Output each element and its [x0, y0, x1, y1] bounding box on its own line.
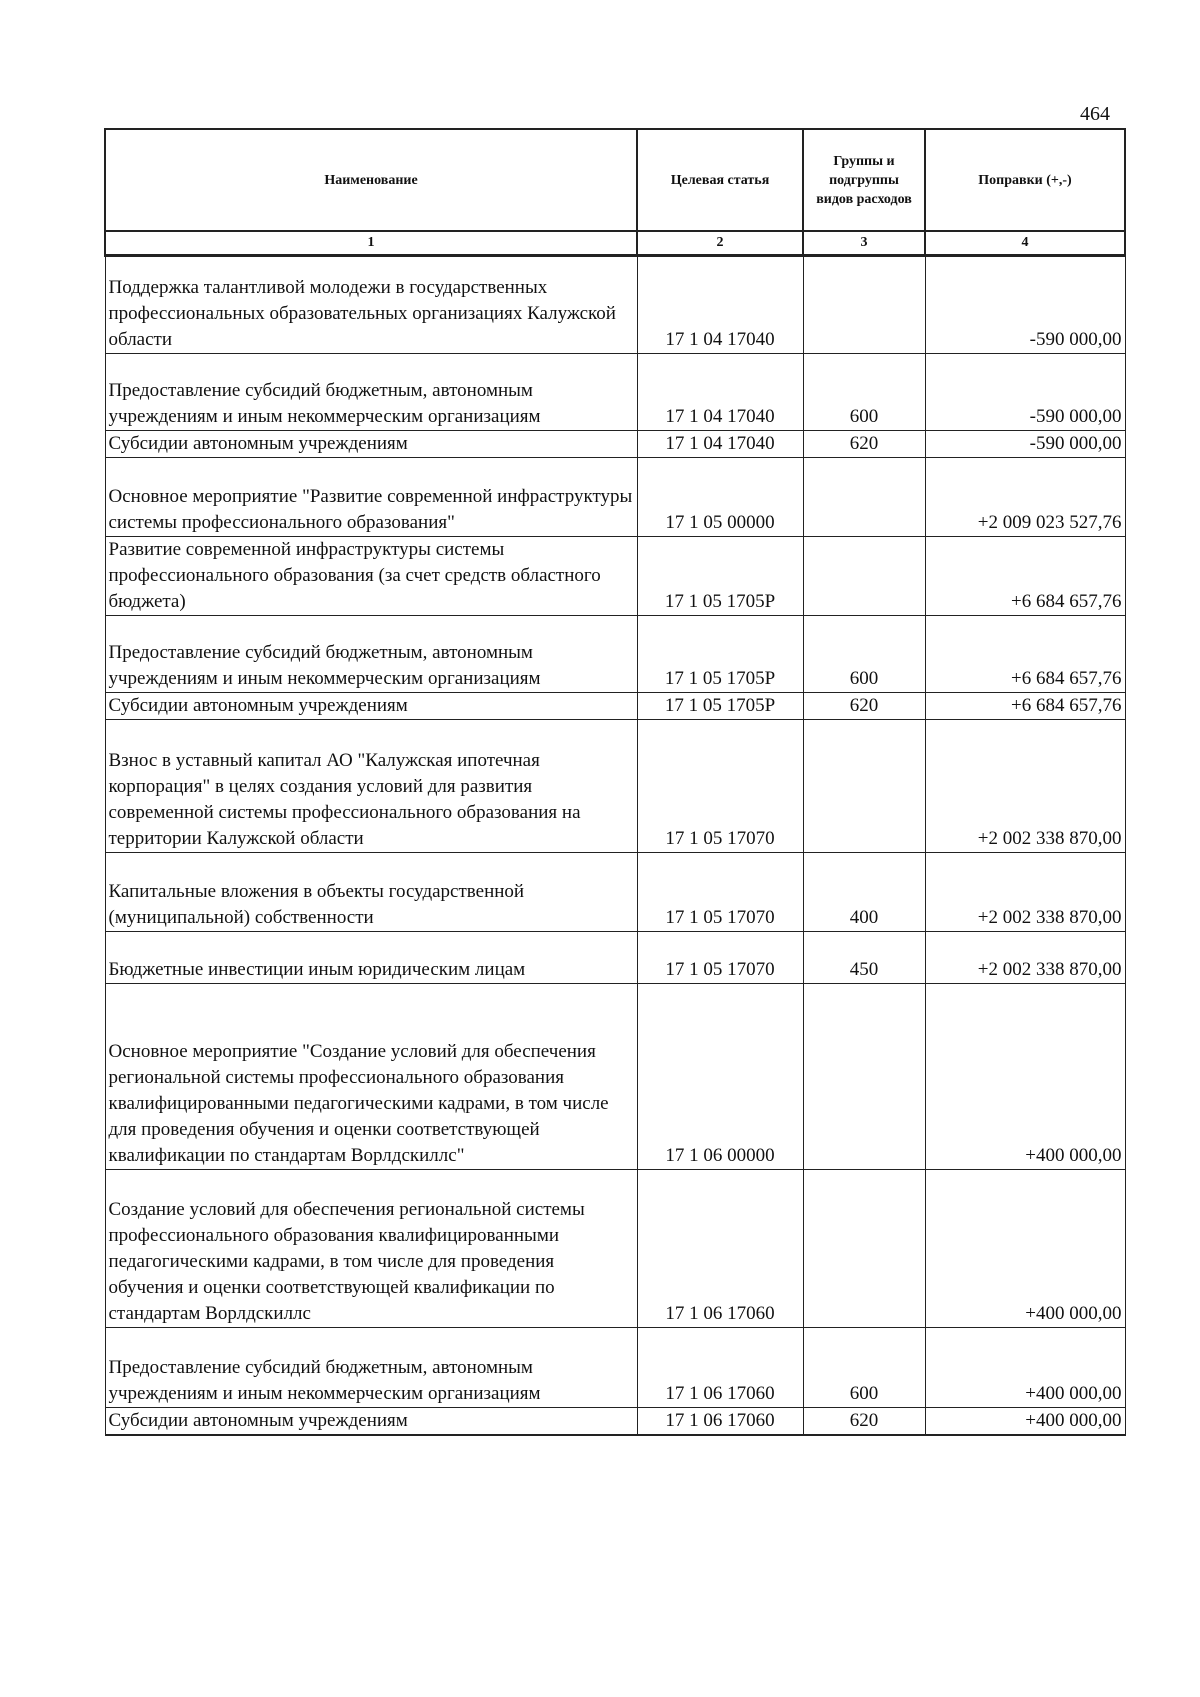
- table-row: [105, 431, 1125, 458]
- row-target-article: 17 1 05 17070: [637, 932, 803, 984]
- row-amount: -590 000,00: [925, 354, 1125, 431]
- row-name: Субсидии автономным учреждениям: [105, 693, 637, 720]
- row-name: Основное мероприятие "Создание условий для обеспечения региональной системы профессионального образования квалифицированными педагогическими кадрами, в том числе для проведения обучения и оценки соответствующей квалификации по стандартам Ворлдскиллс": [105, 984, 637, 1170]
- row-target-article: 17 1 06 17060: [637, 1170, 803, 1328]
- row-amount: +2 002 338 870,00: [925, 720, 1125, 853]
- row-expense-group: [803, 1170, 925, 1328]
- row-target-article: 17 1 04 17040: [637, 431, 803, 458]
- table-row: [105, 354, 1125, 431]
- row-amount: +6 684 657,76: [925, 616, 1125, 693]
- row-expense-group: 450: [803, 932, 925, 984]
- column-number-3: 3: [803, 231, 925, 256]
- header-expense-group: Группы и подгруппы видов расходов: [803, 129, 925, 231]
- row-expense-group: 620: [803, 1408, 925, 1436]
- row-target-article: 17 1 06 17060: [637, 1328, 803, 1408]
- row-name: Субсидии автономным учреждениям: [105, 1408, 637, 1436]
- row-name: Поддержка талантливой молодежи в государственных профессиональных образовательных организациях Калужской области: [105, 256, 637, 354]
- row-target-article: 17 1 05 17070: [637, 853, 803, 932]
- row-target-article: 17 1 05 1705P: [637, 616, 803, 693]
- row-amount: +2 002 338 870,00: [925, 932, 1125, 984]
- row-expense-group: 600: [803, 616, 925, 693]
- header-amendments: Поправки (+,-): [925, 129, 1125, 231]
- row-target-article: 17 1 05 1705P: [637, 693, 803, 720]
- row-name: Капитальные вложения в объекты государственной (муниципальной) собственности: [105, 853, 637, 932]
- row-amount: +400 000,00: [925, 1328, 1125, 1408]
- header-name: Наименование: [105, 129, 637, 231]
- row-target-article: 17 1 04 17040: [637, 354, 803, 431]
- table-row: [105, 537, 1125, 616]
- row-target-article: 17 1 06 00000: [637, 984, 803, 1170]
- row-expense-group: 600: [803, 1328, 925, 1408]
- row-amount: +6 684 657,76: [925, 537, 1125, 616]
- table-row: [105, 693, 1125, 720]
- row-name: Предоставление субсидий бюджетным, автономным учреждениям и иным некоммерческим организациям: [105, 354, 637, 431]
- table-row: [105, 1170, 1125, 1328]
- row-expense-group: [803, 720, 925, 853]
- row-name: Основное мероприятие "Развитие современной инфраструктуры системы профессионального образования": [105, 458, 637, 537]
- row-name: Взнос в уставный капитал АО "Калужская ипотечная корпорация" в целях создания условий для развития современной системы профессионального образования на территории Калужской области: [105, 720, 637, 853]
- row-amount: +400 000,00: [925, 1170, 1125, 1328]
- table-body: [105, 256, 1125, 1436]
- row-amount: +2 002 338 870,00: [925, 853, 1125, 932]
- row-expense-group: 620: [803, 693, 925, 720]
- column-number-4: 4: [925, 231, 1125, 256]
- row-name: Субсидии автономным учреждениям: [105, 431, 637, 458]
- table-row: [105, 984, 1125, 1170]
- row-amount: +6 684 657,76: [925, 693, 1125, 720]
- table-row: [105, 256, 1125, 354]
- row-target-article: 17 1 05 00000: [637, 458, 803, 537]
- row-amount: +400 000,00: [925, 984, 1125, 1170]
- row-expense-group: 400: [803, 853, 925, 932]
- row-amount: +2 009 023 527,76: [925, 458, 1125, 537]
- row-target-article: 17 1 06 17060: [637, 1408, 803, 1436]
- table-row: [105, 1328, 1125, 1408]
- row-amount: -590 000,00: [925, 431, 1125, 458]
- row-name: Предоставление субсидий бюджетным, автономным учреждениям и иным некоммерческим организациям: [105, 1328, 637, 1408]
- column-number-1: 1: [105, 231, 637, 256]
- row-expense-group: [803, 537, 925, 616]
- column-number-2: 2: [637, 231, 803, 256]
- table-row: [105, 1408, 1125, 1436]
- header-target-article: Целевая статья: [637, 129, 803, 231]
- row-amount: +400 000,00: [925, 1408, 1125, 1436]
- row-expense-group: 600: [803, 354, 925, 431]
- row-name: Развитие современной инфраструктуры системы профессионального образования (за счет средств областного бюджета): [105, 537, 637, 616]
- row-name: Предоставление субсидий бюджетным, автономным учреждениям и иным некоммерческим организациям: [105, 616, 637, 693]
- row-name: Бюджетные инвестиции иным юридическим лицам: [105, 932, 637, 984]
- budget-amendments-table: [104, 128, 1126, 1436]
- table-row: [105, 720, 1125, 853]
- row-expense-group: [803, 984, 925, 1170]
- table-row: [105, 932, 1125, 984]
- page-number: 464: [1080, 103, 1110, 125]
- table-row: [105, 616, 1125, 693]
- row-amount: -590 000,00: [925, 256, 1125, 354]
- row-expense-group: [803, 256, 925, 354]
- row-expense-group: [803, 458, 925, 537]
- table-row: [105, 458, 1125, 537]
- row-name: Создание условий для обеспечения региональной системы профессионального образования квалифицированными педагогическими кадрами, в том числе для проведения обучения и оценки соответствующей квалификации по стандартам Ворлдскиллс: [105, 1170, 637, 1328]
- row-target-article: 17 1 04 17040: [637, 256, 803, 354]
- row-target-article: 17 1 05 17070: [637, 720, 803, 853]
- row-expense-group: 620: [803, 431, 925, 458]
- table-row: [105, 853, 1125, 932]
- row-target-article: 17 1 05 1705P: [637, 537, 803, 616]
